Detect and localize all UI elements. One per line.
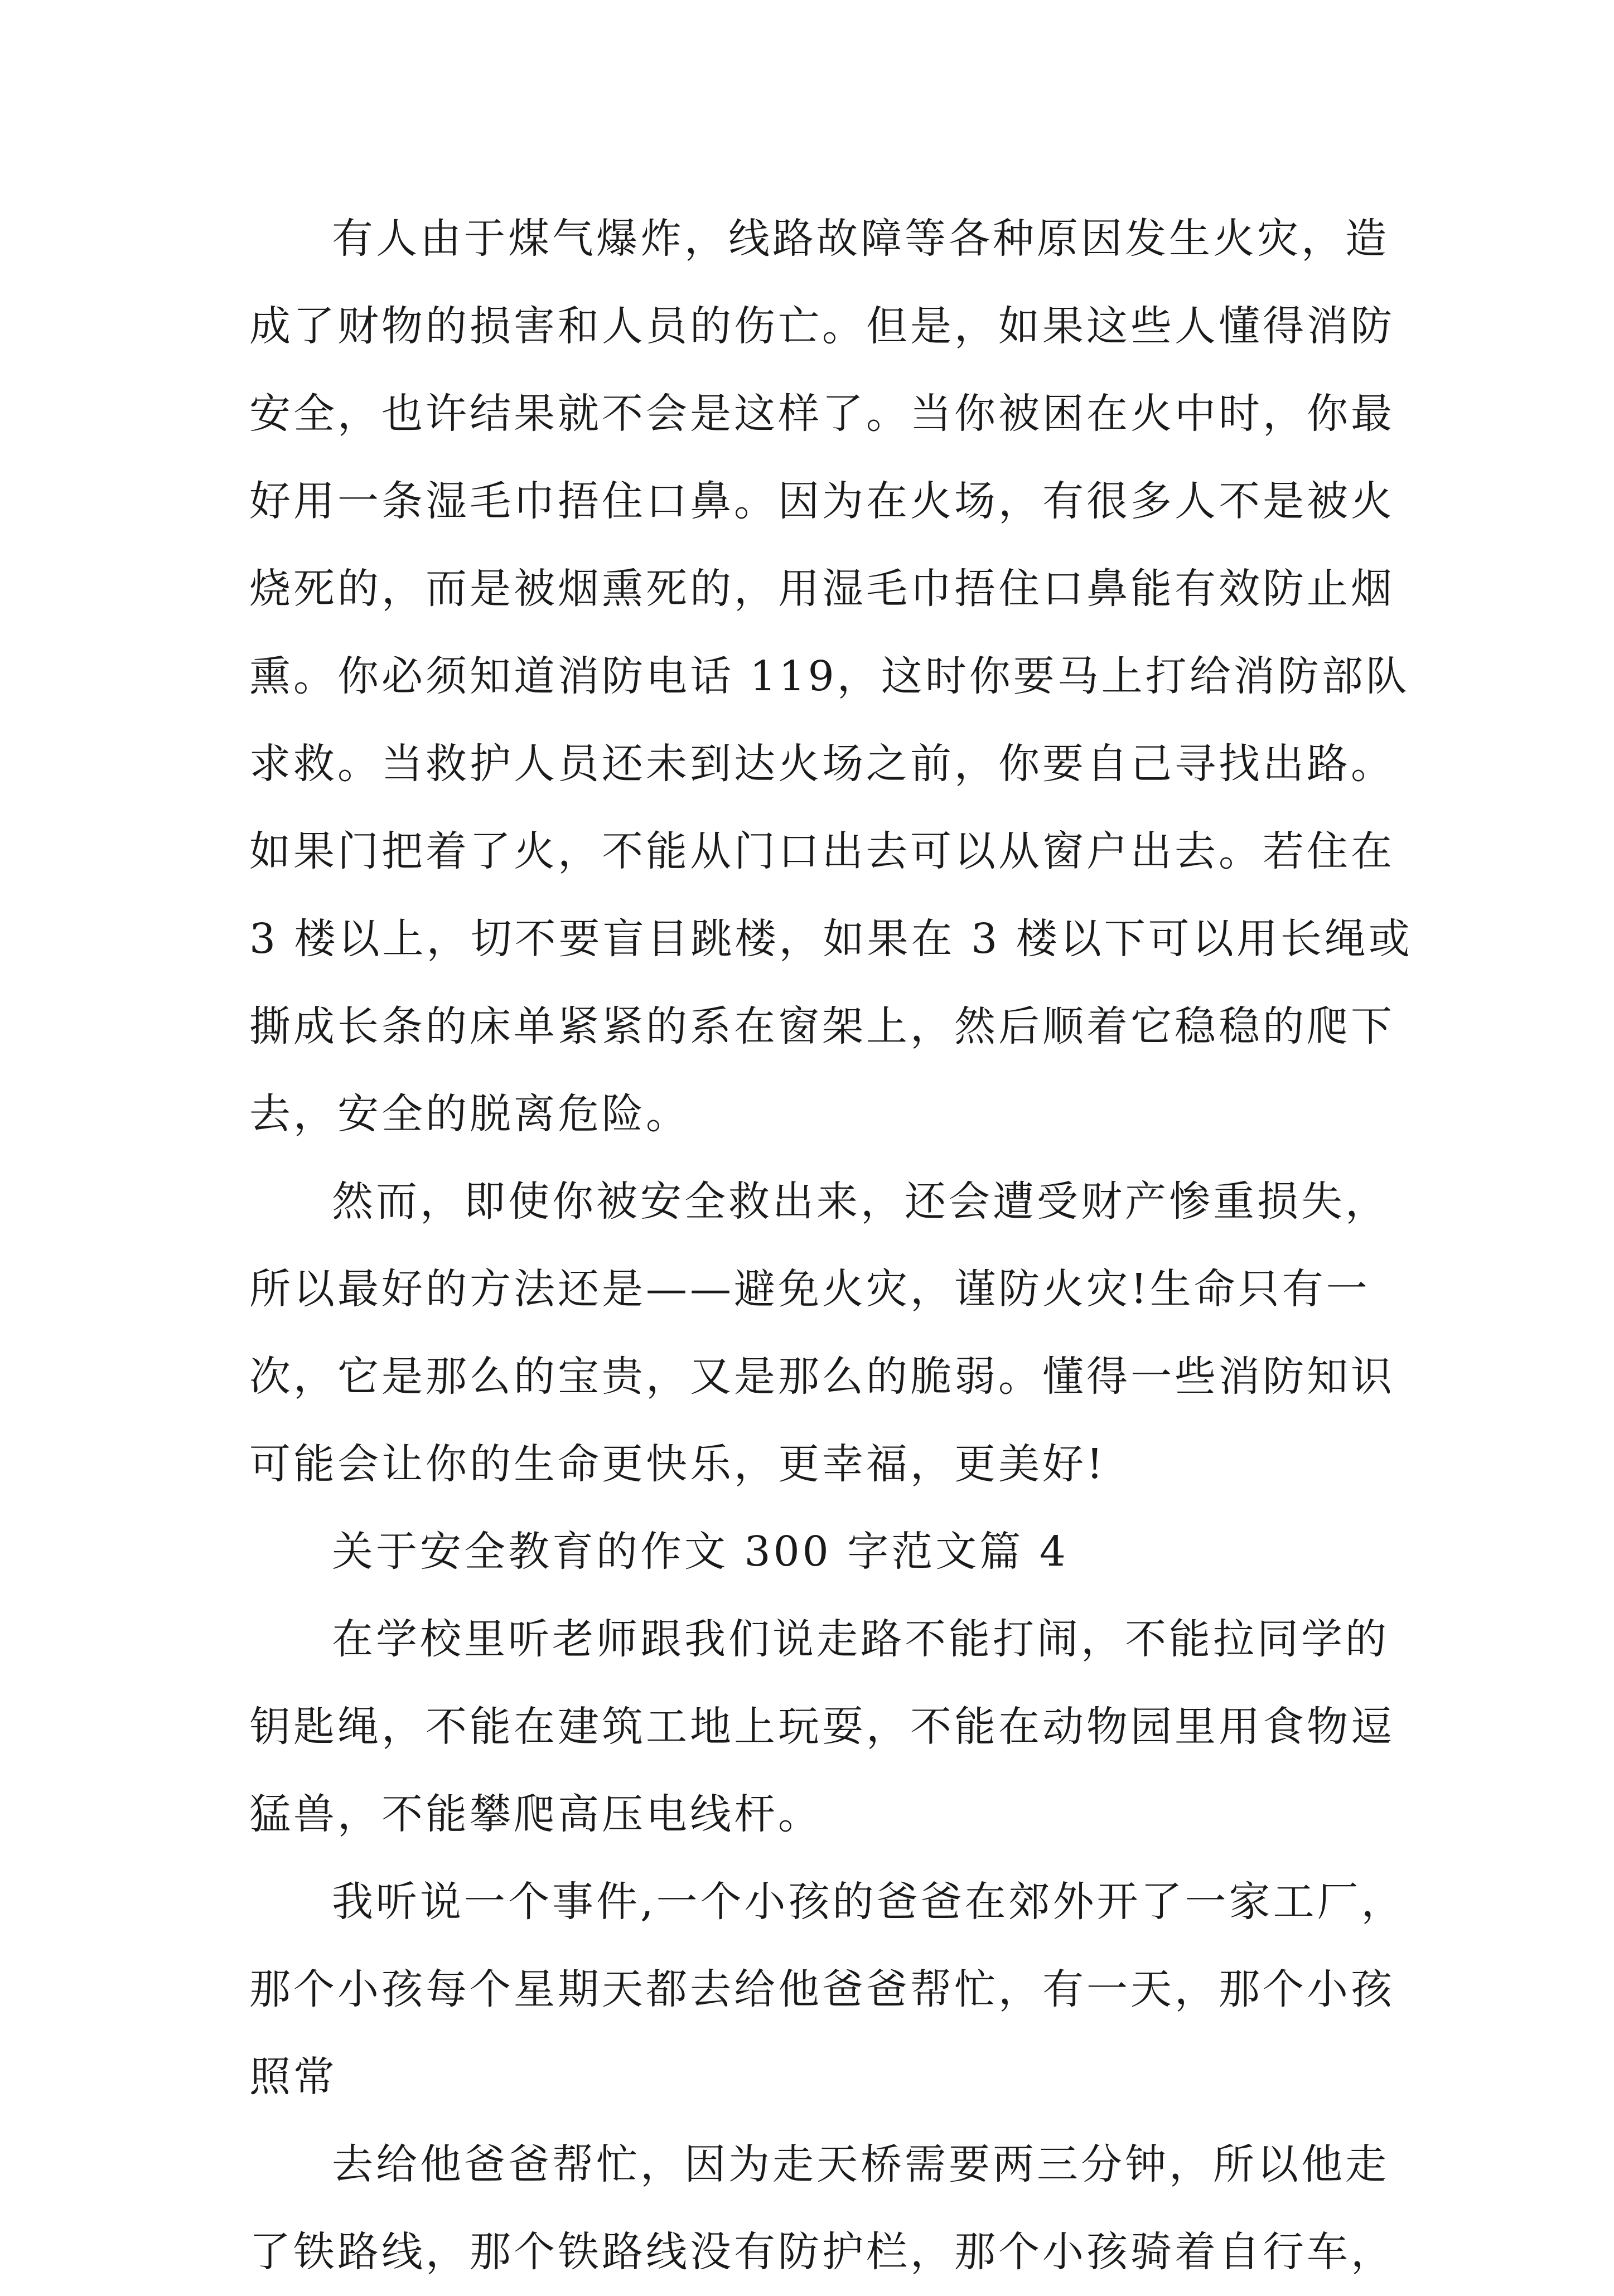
text-line: 3 楼以上，切不要盲目跳楼，如果在 3 楼以下可以用长绳或: [249, 915, 1413, 963]
text-line: 如果门把着了火，不能从门口出去可以从窗户出去。若住在: [249, 827, 1395, 875]
text-line: 那个小孩每个星期天都去给他爸爸帮忙，有一天，那个小孩: [249, 1965, 1395, 2013]
document-body: [249, 195, 1413, 2296]
text-line: 烧死的，而是被烟熏死的，用湿毛巾捂住口鼻能有效防止烟: [249, 565, 1395, 613]
text-line: 猛兽，不能攀爬高压电线杆。: [249, 1790, 822, 1838]
text-line: 有人由于煤气爆炸，线路故障等各种原因发生火灾，造: [332, 215, 1389, 263]
text-line: 我听说一个事件,一个小孩的爸爸在郊外开了一家工厂，: [332, 1878, 1405, 1926]
text-line: 成了财物的损害和人员的伤亡。但是，如果这些人懂得消防: [249, 302, 1395, 350]
text-line: 然而，即使你被安全救出来，还会遭受财产惨重损失，: [332, 1178, 1389, 1225]
text-line: 去给他爸爸帮忙，因为走天桥需要两三分钟，所以他走: [332, 2140, 1389, 2188]
text-line: 钥匙绳，不能在建筑工地上玩耍，不能在动物园里用食物逗: [249, 1703, 1395, 1751]
text-line: 所以最好的方法还是——避免火灾，谨防火灾!生命只有一: [249, 1265, 1370, 1313]
text-line: 撕成长条的床单紧紧的系在窗架上，然后顺着它稳稳的爬下: [249, 1002, 1395, 1050]
text-line: 好用一条湿毛巾捂住口鼻。因为在火场，有很多人不是被火: [249, 477, 1395, 525]
text-line: 照常: [249, 2053, 337, 2101]
text-line: 安全，也许结果就不会是这样了。当你被困在火中时，你最: [249, 390, 1395, 438]
text-line: 可能会让你的生命更快乐，更幸福，更美好!: [249, 1440, 1106, 1488]
text-line: 去，安全的脱离危险。: [249, 1090, 690, 1138]
text-line: 在学校里听老师跟我们说走路不能打闹，不能拉同学的: [332, 1615, 1389, 1663]
text-line: 了铁路线，那个铁路线没有防护栏，那个小孩骑着自行车，: [249, 2228, 1395, 2276]
text-line: 求救。当救护人员还未到达火场之前，你要自己寻找出路。: [249, 740, 1395, 788]
text-line: 熏。你必须知道消防电话 119，这时你要马上打给消防部队: [249, 652, 1410, 700]
section-heading: 关于安全教育的作文 300 字范文篇 4: [332, 1528, 1069, 1576]
text-line: 次，它是那么的宝贵，又是那么的脆弱。懂得一些消防知识: [249, 1353, 1395, 1401]
